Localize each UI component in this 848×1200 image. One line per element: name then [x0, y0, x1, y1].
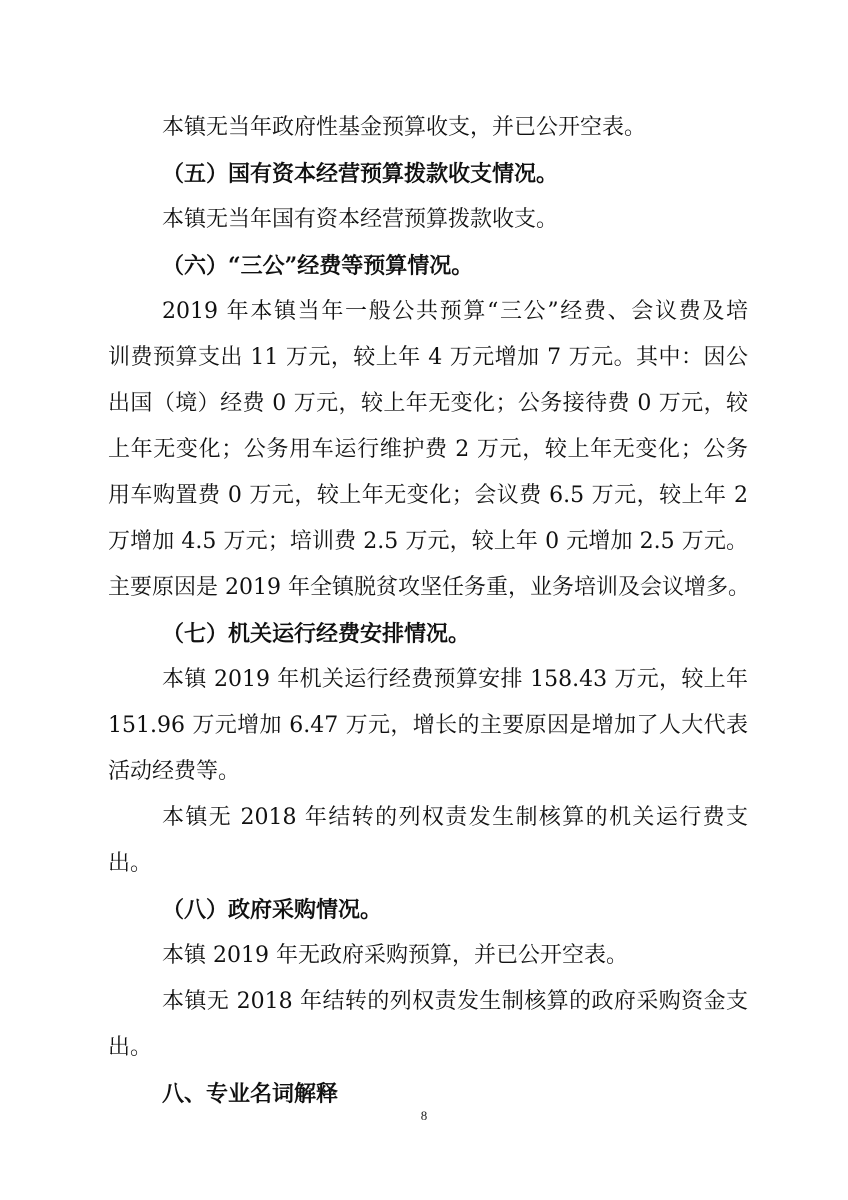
section-heading-three-public: （六）“三公”经费等预算情况。 [162, 253, 474, 279]
paragraph-line: 本镇无当年政府性基金预算收支，并已公开空表。 [162, 115, 647, 140]
page-number: 8 [420, 1108, 428, 1123]
paragraph-line: 主要原因是 2019 年全镇脱贫攻坚任务重，业务培训及会议增多。 [108, 575, 750, 600]
paragraph-line: 活动经费等。 [108, 759, 241, 784]
section-heading-operating-expenses: （七）机关运行经费安排情况。 [162, 621, 471, 647]
section-heading-glossary: 八、专业名词解释 [162, 1081, 339, 1107]
paragraph-line: 训费预算支出 11 万元，较上年 4 万元增加 7 万元。其中：因公 [108, 345, 748, 370]
paragraph-line: 本镇 2019 年机关运行经费预算安排 158.43 万元，较上年 [162, 667, 748, 692]
paragraph-operating-carryover [108, 795, 748, 887]
paragraph-line: 用车购置费 0 万元，较上年无变化；会议费 6.5 万元，较上年 2 [108, 483, 748, 508]
paragraph-line: 本镇 2019 年无政府采购预算，并已公开空表。 [162, 943, 628, 968]
paragraph-line: 本镇无 2018 年结转的列权责发生制核算的机关运行费支 [162, 805, 748, 830]
paragraph-line: 出国（境）经费 0 万元，较上年无变化；公务接待费 0 万元，较 [108, 391, 748, 416]
paragraph-line: 出。 [108, 1035, 153, 1060]
page-body [108, 105, 748, 1117]
paragraph-operating-expenses [108, 657, 748, 795]
paragraph-procurement [108, 933, 748, 979]
paragraph-line: 本镇无 2018 年结转的列权责发生制核算的政府采购资金支 [162, 989, 748, 1014]
paragraph-line: 万增加 4.5 万元；培训费 2.5 万元，较上年 0 元增加 2.5 万元。 [108, 529, 748, 554]
paragraph-three-public-expenses [108, 289, 748, 611]
paragraph-line: 2019 年本镇当年一般公共预算“三公”经费、会议费及培 [162, 299, 748, 324]
paragraph-line: 本镇无当年国有资本经营预算拨款收支。 [162, 207, 559, 232]
paragraph-state-capital [108, 197, 748, 243]
section-heading-state-capital: （五）国有资本经营预算拨款收支情况。 [162, 161, 559, 187]
paragraph-line: 上年无变化；公务用车运行维护费 2 万元，较上年无变化；公务 [108, 437, 748, 462]
paragraph-line: 出。 [108, 851, 153, 876]
paragraph-line: 151.96 万元增加 6.47 万元，增长的主要原因是增加了人大代表 [108, 713, 748, 738]
paragraph-procurement-carryover [108, 979, 748, 1071]
section-heading-procurement: （八）政府采购情况。 [162, 897, 383, 923]
paragraph-government-fund [108, 105, 748, 151]
